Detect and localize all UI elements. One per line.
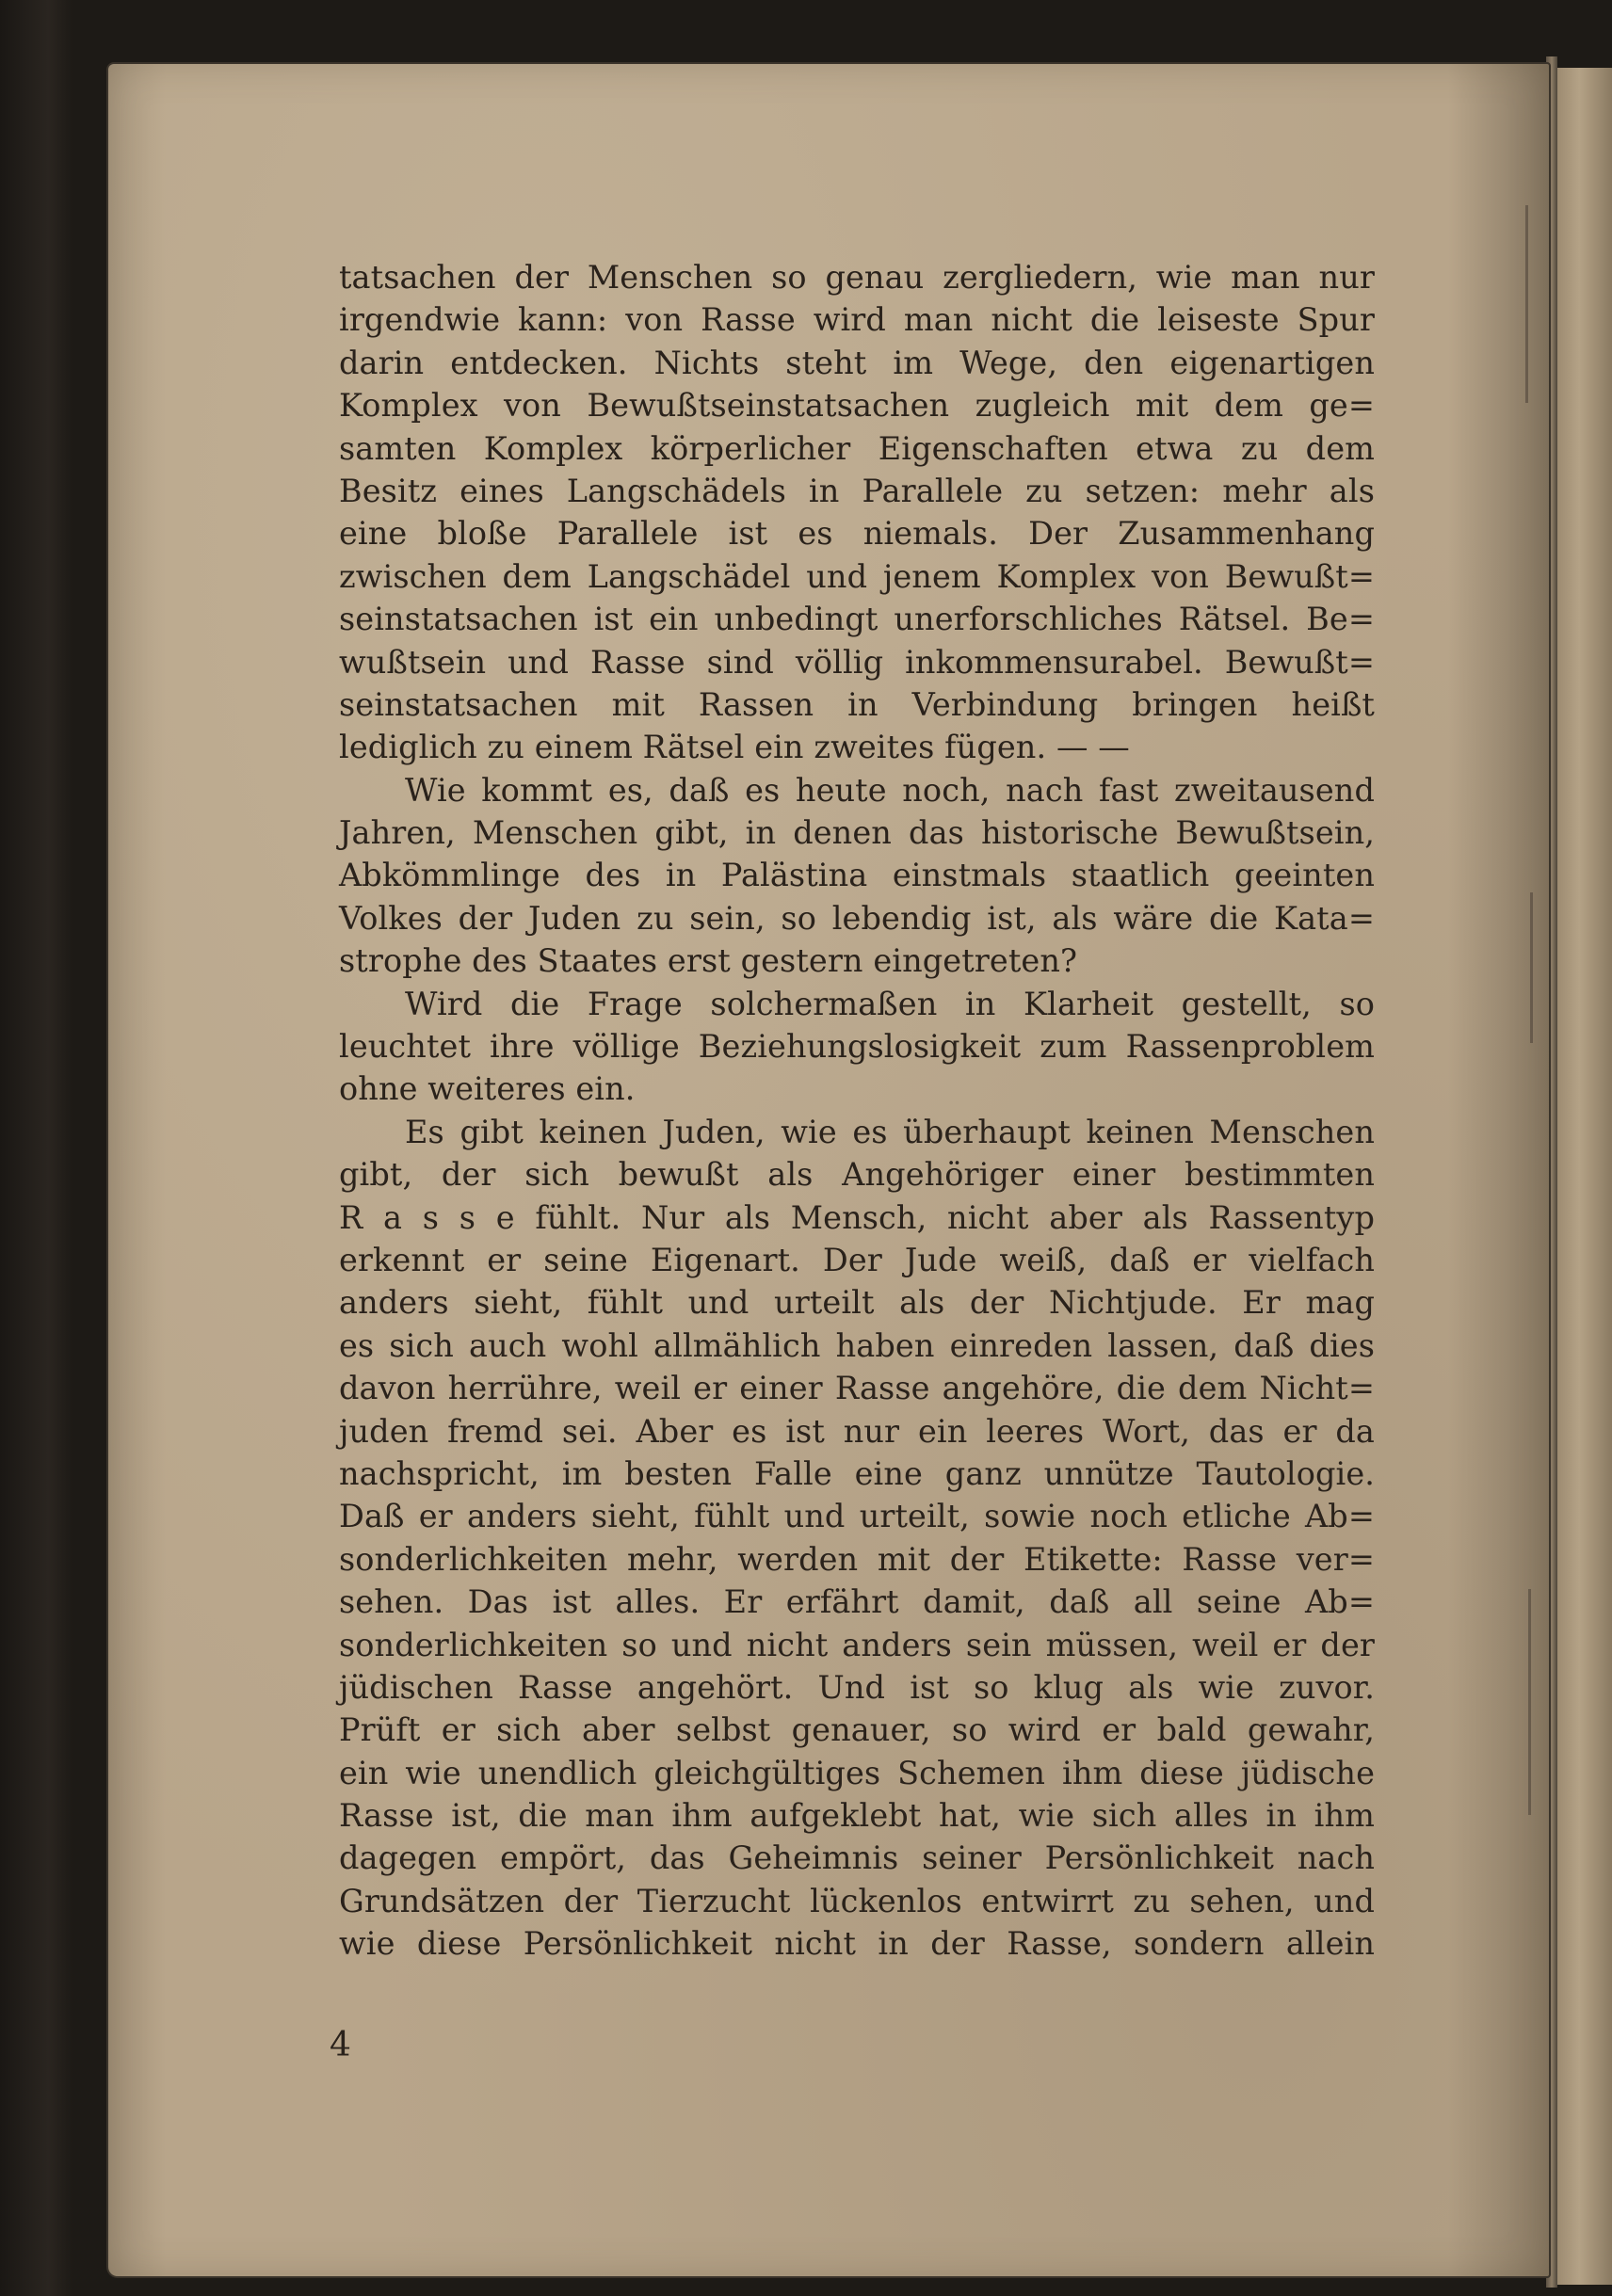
text-line: Besitz eines Langschädels in Parallele zu setzen: mehr als <box>339 472 1375 509</box>
text-line: wie diese Persönlichkeit nicht in der Rasse, sondern allein <box>339 1925 1375 1963</box>
text-line: sonderlichkeiten mehr, werden mit der Etikette: Rasse ver= <box>339 1540 1375 1578</box>
text-line: davon herrühre, weil er einer Rasse angehöre, die dem Nicht= <box>339 1370 1375 1407</box>
text-line: erkennt er seine Eigenart. Der Jude weiß, daß er vielfach <box>339 1241 1375 1278</box>
text-line: lediglich zu einem Rätsel ein zweites fügen. — — <box>339 729 1130 766</box>
text-line: Abkömmlinge des in Palästina einstmals staatlich geeinten <box>339 857 1375 894</box>
text-line: darin entdecken. Nichts steht im Wege, den eigenartigen <box>339 344 1375 381</box>
text-line: Grundsätzen der Tierzucht lückenlos entwirrt zu sehen, und <box>339 1882 1375 1919</box>
text-line: leuchtet ihre völlige Beziehungslosigkeit zum Rassenproblem <box>339 1028 1375 1066</box>
page-edge-mark <box>1530 892 1533 1043</box>
text-line: zwischen dem Langschädel und jenem Komplex von Bewußt= <box>339 557 1375 595</box>
adjacent-page-edge <box>1557 68 1612 2285</box>
text-line: dagegen empört, das Geheimnis seiner Persönlichkeit nach <box>339 1839 1375 1877</box>
text-line: jüdischen Rasse angehört. Und ist so klug als wie zuvor. <box>339 1668 1375 1706</box>
text-line: Volkes der Juden zu sein, so lebendig ist, als wäre die Kata= <box>339 899 1375 937</box>
text-line: sonderlichkeiten so und nicht anders sein müssen, weil er der <box>339 1626 1375 1663</box>
text-line: juden fremd sei. Aber es ist nur ein leeres Wort, das er da <box>339 1412 1375 1450</box>
text-line: ein wie unendlich gleichgültiges Schemen ihm diese jüdische <box>339 1754 1375 1791</box>
text-line: Jahren, Menschen gibt, in denen das historische Bewußtsein, <box>339 814 1375 852</box>
page-edge-mark <box>1528 1589 1531 1815</box>
text-line: ohne weiteres ein. <box>339 1070 636 1108</box>
text-line: eine bloße Parallele ist es niemals. Der Zusammenhang <box>339 515 1375 553</box>
text-line: irgendwie kann: von Rasse wird man nicht die leiseste Spur <box>339 301 1375 339</box>
text-line: es sich auch wohl allmählich haben einreden lassen, daß dies <box>339 1326 1375 1364</box>
text-line: gibt, der sich bewußt als Angehöriger einer bestimmten <box>339 1156 1375 1194</box>
text-line: Wird die Frage solchermaßen in Klarheit gestellt, so <box>405 985 1375 1022</box>
page-number: 4 <box>330 2026 351 2064</box>
text-line: samten Komplex körperlicher Eigenschaften etwa zu dem <box>339 429 1375 467</box>
body-text <box>339 256 1375 1966</box>
text-line: wußtsein und Rasse sind völlig inkommensurabel. Bewußt= <box>339 643 1375 681</box>
text-line: tatsachen der Menschen so genau zergliedern, wie man nur <box>339 259 1375 296</box>
text-line: sehen. Das ist alles. Er erfährt damit, daß all seine Ab= <box>339 1583 1375 1621</box>
text-line: Rasse ist, die man ihm aufgeklebt hat, wie sich alles in ihm <box>339 1797 1375 1835</box>
text-line: Daß er anders sieht, fühlt und urteilt, sowie noch etliche Ab= <box>339 1498 1375 1535</box>
text-line: Prüft er sich aber selbst genauer, so wird er bald gewahr, <box>339 1711 1375 1749</box>
text-line: strophe des Staates erst gestern eingetreten? <box>339 942 1078 980</box>
text-line: Wie kommt es, daß es heute noch, nach fast zweitausend <box>405 771 1375 809</box>
text-line: Es gibt keinen Juden, wie es überhaupt keinen Menschen <box>405 1113 1375 1150</box>
page-edge-mark <box>1525 205 1528 403</box>
text-line: seinstatsachen ist ein unbedingt unerforschliches Rätsel. Be= <box>339 601 1375 638</box>
text-line: Komplex von Bewußtseinstatsachen zugleich mit dem ge= <box>339 387 1375 425</box>
text-line: R a s s e fühlt. Nur als Mensch, nicht aber als Rassentyp <box>339 1198 1375 1236</box>
text-line: anders sieht, fühlt und urteilt als der Nichtjude. Er mag <box>339 1284 1375 1322</box>
text-line: nachspricht, im besten Falle eine ganz unnütze Tautologie. <box>339 1454 1375 1492</box>
text-line: seinstatsachen mit Rassen in Verbindung bringen heißt <box>339 685 1375 723</box>
